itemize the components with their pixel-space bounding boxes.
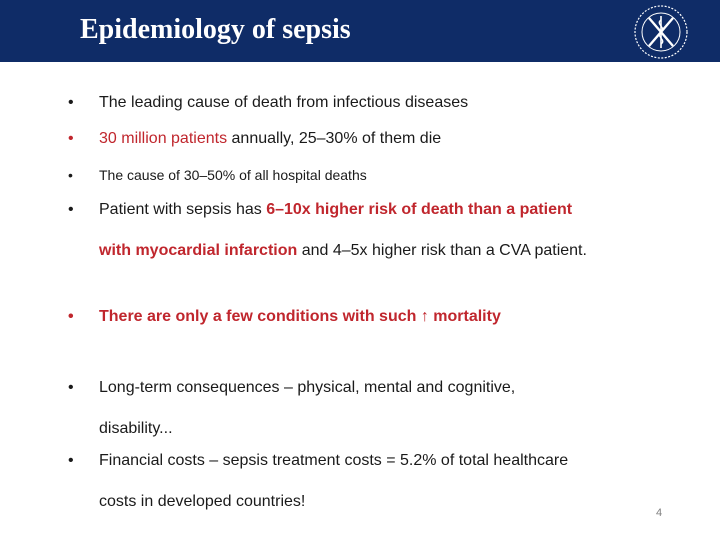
bullet-text: The leading cause of death from infectious diseases xyxy=(99,94,469,111)
bullet-item xyxy=(68,378,678,439)
bullet-item xyxy=(68,93,678,113)
bullet-item xyxy=(68,307,678,327)
bullet-marker: • xyxy=(68,308,74,325)
bullet-marker: • xyxy=(68,167,73,183)
bullet-text: costs in developed countries! xyxy=(99,493,306,510)
bullet-text: The cause of 30–50% of all hospital deaths xyxy=(99,167,367,183)
bullet-text: and 4–5x higher risk than a CVA patient. xyxy=(297,242,587,259)
bullet-item xyxy=(68,451,678,512)
highlight-text: with myocardial infarction xyxy=(99,242,298,259)
page-number: 4 xyxy=(656,507,663,519)
bullet-text: annually, 25–30% of them die xyxy=(227,130,442,147)
highlight-text: 30 million patients xyxy=(99,130,228,147)
bullet-text: disability... xyxy=(99,420,173,437)
bullet-item xyxy=(68,165,678,185)
bullet-marker: • xyxy=(68,379,74,396)
bullet-item xyxy=(68,200,678,261)
highlight-text: 6–10x higher risk of death than a patient xyxy=(266,201,573,218)
bullet-marker: • xyxy=(68,94,74,111)
bullet-text: Financial costs – sepsis treatment costs = 5.2% of total healthcare xyxy=(99,452,569,469)
bullet-marker: • xyxy=(68,130,74,147)
slide-title: Epidemiology of sepsis xyxy=(80,14,351,45)
bullet-marker: • xyxy=(68,201,74,218)
bullet-item xyxy=(68,129,678,149)
bullet-text: Patient with sepsis has xyxy=(99,201,267,218)
bullet-marker: • xyxy=(68,452,74,469)
highlight-text: There are only a few conditions with such ↑ mortality xyxy=(99,308,501,325)
bullet-text: Long-term consequences – physical, mental and cognitive, xyxy=(99,379,516,396)
